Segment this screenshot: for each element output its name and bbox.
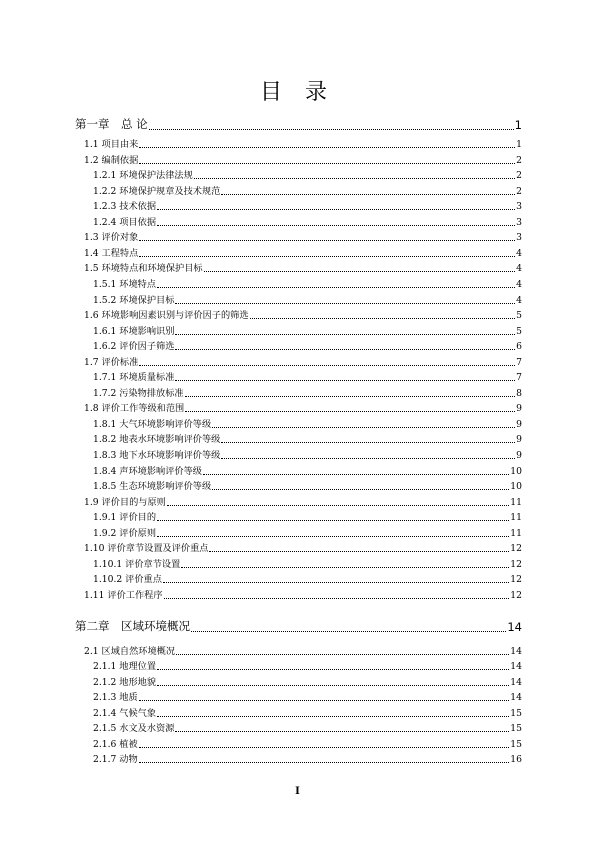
toc-entry-page-number: 16 bbox=[510, 754, 522, 766]
toc-entry[interactable] bbox=[93, 557, 522, 570]
dot-leader bbox=[139, 762, 510, 763]
toc-entry-page-number: 2 bbox=[516, 185, 522, 197]
toc-entry-label: 1.2.1 环境保护法律法规 bbox=[93, 170, 193, 182]
toc-entry-label: 1.7.1 环境质量标准 bbox=[93, 372, 175, 384]
toc-entry-label: 1.9.2 评价原则 bbox=[93, 527, 157, 539]
toc-entry-page-number: 11 bbox=[510, 512, 522, 524]
toc-entry[interactable] bbox=[84, 541, 522, 554]
toc-entry-label: 1.2.2 环境保护规章及技术规范 bbox=[93, 185, 221, 197]
dot-leader bbox=[139, 700, 510, 701]
dot-leader bbox=[175, 380, 515, 381]
toc-entry-page-number: 3 bbox=[516, 232, 522, 244]
toc-entry[interactable] bbox=[93, 448, 522, 461]
dot-leader bbox=[175, 334, 515, 335]
toc-entry[interactable] bbox=[93, 386, 522, 399]
toc-entry[interactable] bbox=[93, 199, 522, 212]
toc-entry-page-number: 10 bbox=[510, 465, 522, 477]
toc-entry-page-number: 9 bbox=[516, 418, 522, 430]
dot-leader bbox=[175, 349, 515, 350]
dot-leader bbox=[221, 442, 515, 443]
toc-entry-page-number: 4 bbox=[516, 278, 522, 290]
toc-entry-page-number: 12 bbox=[510, 543, 522, 555]
toc-entry[interactable] bbox=[93, 572, 522, 585]
dot-leader bbox=[176, 654, 509, 655]
dot-leader bbox=[157, 669, 509, 670]
toc-entry[interactable] bbox=[93, 215, 522, 228]
toc-entry[interactable] bbox=[84, 355, 522, 368]
dot-leader bbox=[157, 685, 509, 686]
toc-entry[interactable] bbox=[93, 277, 522, 290]
dot-leader bbox=[221, 458, 515, 459]
dot-leader bbox=[139, 747, 510, 748]
toc-entry[interactable] bbox=[84, 308, 522, 321]
toc-entry[interactable] bbox=[84, 261, 522, 274]
toc-entry-label: 1.5 环境特点和环境保护目标 bbox=[84, 263, 203, 275]
page-number-footer: I bbox=[295, 786, 300, 797]
toc-entry-page-number: 9 bbox=[516, 403, 522, 415]
toc-entry-label: 2.1.7 动物 bbox=[93, 754, 138, 766]
toc-entry-page-number: 4 bbox=[516, 263, 522, 275]
toc-entry-page-number: 3 bbox=[516, 201, 522, 213]
toc-entry-label: 1.7.2 污染物排放标准 bbox=[93, 387, 184, 399]
toc-entry[interactable] bbox=[93, 721, 522, 734]
toc-entry[interactable] bbox=[93, 168, 522, 181]
toc-entry[interactable] bbox=[93, 184, 522, 197]
toc-entry-page-number: 9 bbox=[516, 450, 522, 461]
toc-entry[interactable] bbox=[93, 675, 522, 688]
toc-entry-label: 1.8.2 地表水环境影响评价等级 bbox=[93, 434, 221, 446]
dot-leader bbox=[157, 209, 515, 210]
dot-leader bbox=[157, 520, 509, 521]
toc-entry-page-number: 12 bbox=[510, 589, 522, 601]
toc-entry-label: 第一章 总 论 bbox=[75, 117, 148, 131]
toc-entry-label: 1.8.4 声环境影响评价等级 bbox=[93, 465, 202, 477]
dot-leader bbox=[185, 396, 516, 397]
toc-entry-page-number: 5 bbox=[516, 310, 522, 322]
toc-entry-label: 1.6.1 环境影响识别 bbox=[93, 325, 175, 337]
toc-entry-page-number: 6 bbox=[516, 341, 522, 353]
toc-entry-page-number: 4 bbox=[516, 247, 522, 259]
dot-leader bbox=[203, 474, 509, 475]
toc-entry-label: 2.1.1 地理位置 bbox=[93, 661, 157, 673]
dot-leader bbox=[139, 256, 515, 257]
toc-chapter-entry[interactable] bbox=[75, 116, 522, 132]
toc-entry-page-number: 14 bbox=[510, 676, 522, 688]
dot-leader bbox=[157, 716, 509, 717]
dot-leader bbox=[139, 365, 515, 366]
toc-entry-page-number: 7 bbox=[516, 356, 522, 368]
dot-leader bbox=[149, 129, 514, 130]
toc-entry-page-number: 2 bbox=[516, 170, 522, 182]
toc-entry[interactable] bbox=[93, 737, 522, 750]
dot-leader bbox=[175, 731, 509, 732]
toc-entry[interactable] bbox=[93, 324, 522, 337]
dot-leader bbox=[185, 411, 515, 412]
toc-entry-label: 1.2.3 技术依据 bbox=[93, 201, 157, 213]
toc-entry-label: 2.1.4 气候气象 bbox=[93, 707, 157, 719]
dot-leader bbox=[164, 598, 510, 599]
toc-entry-page-number: 8 bbox=[516, 387, 522, 399]
toc-entry-page-number: 11 bbox=[510, 496, 522, 508]
dot-leader bbox=[194, 178, 515, 179]
toc-entry[interactable] bbox=[84, 137, 522, 150]
toc-entry[interactable] bbox=[93, 752, 522, 765]
page-title: 目 录 bbox=[260, 80, 335, 105]
toc-entry-label: 1.8.5 生态环境影响评价等级 bbox=[93, 481, 212, 493]
toc-entry-label: 1.7 评价标准 bbox=[84, 356, 139, 368]
toc-entry[interactable] bbox=[84, 153, 522, 166]
dot-leader bbox=[204, 271, 516, 272]
toc-entry-page-number: 7 bbox=[516, 372, 522, 384]
toc-entry[interactable] bbox=[93, 706, 522, 719]
toc-entry-label: 1.2.4 项目依据 bbox=[93, 216, 157, 228]
toc-entry-page-number: 1 bbox=[516, 139, 522, 150]
toc-entry[interactable] bbox=[93, 479, 522, 492]
toc-entry[interactable] bbox=[93, 417, 522, 430]
toc-entry-label: 2.1 区域自然环境概况 bbox=[84, 645, 176, 657]
toc-entry[interactable] bbox=[84, 246, 522, 259]
toc-entry-label: 2.1.6 植被 bbox=[93, 738, 138, 750]
dot-leader bbox=[139, 240, 515, 241]
toc-entry[interactable] bbox=[93, 370, 522, 383]
toc-entry[interactable] bbox=[84, 401, 522, 414]
toc-entry-label: 1.8 评价工作等级和范围 bbox=[84, 403, 185, 415]
toc-entry-label: 1.6.2 评价因子筛选 bbox=[93, 341, 175, 353]
toc-entry-label: 1.2 编制依据 bbox=[84, 154, 139, 166]
toc-chapter-entry[interactable] bbox=[75, 618, 522, 634]
dot-leader bbox=[212, 427, 515, 428]
dot-leader bbox=[221, 194, 515, 195]
toc-entry-label: 1.5.2 环境保护目标 bbox=[93, 294, 175, 306]
toc-entry-label: 1.5.1 环境特点 bbox=[93, 278, 157, 290]
toc-entry-label: 1.11 评价工作程序 bbox=[84, 589, 163, 601]
toc-entry-label: 2.1.2 地形地貌 bbox=[93, 676, 157, 688]
toc-entry-page-number: 9 bbox=[516, 434, 522, 446]
toc-entry-label: 第二章 区域环境概况 bbox=[75, 618, 190, 633]
dot-leader bbox=[157, 225, 515, 226]
toc-entry-page-number: 5 bbox=[516, 325, 522, 337]
dot-leader bbox=[163, 582, 509, 583]
toc-entry-label: 1.8.1 大气环境影响评价等级 bbox=[93, 418, 212, 430]
toc-entry-page-number: 14 bbox=[510, 645, 522, 657]
toc-entry-page-number: 11 bbox=[510, 527, 522, 539]
toc-entry[interactable] bbox=[84, 230, 522, 243]
toc-entry-page-number: 3 bbox=[516, 216, 522, 228]
toc-entry-page-number: 4 bbox=[516, 294, 522, 306]
toc-entry[interactable] bbox=[93, 526, 522, 539]
toc-entry-label: 1.9.1 评价目的 bbox=[93, 512, 157, 524]
toc-entry-page-number: 14 bbox=[510, 661, 522, 673]
dot-leader bbox=[209, 551, 509, 552]
dot-leader bbox=[139, 163, 515, 164]
toc-entry[interactable] bbox=[84, 644, 522, 657]
toc-entry-page-number: 15 bbox=[510, 738, 522, 750]
dot-leader bbox=[212, 489, 509, 490]
toc-entry-page-number: 2 bbox=[516, 154, 522, 166]
toc-entry-page-number: 1 bbox=[514, 118, 522, 132]
dot-leader bbox=[191, 631, 506, 632]
toc-entry-label: 1.6 环境影响因素识别与评价因子的筛选 bbox=[84, 310, 249, 322]
toc-entry[interactable] bbox=[93, 690, 522, 703]
toc-entry-label: 1.10 评价章节设置及评价重点 bbox=[84, 543, 209, 555]
toc-entry[interactable] bbox=[84, 588, 522, 601]
dot-leader bbox=[167, 505, 509, 506]
toc-entry-page-number: 12 bbox=[510, 574, 522, 586]
dot-leader bbox=[157, 536, 509, 537]
dot-leader bbox=[157, 287, 515, 288]
toc-entry-label: 1.3 评价对象 bbox=[84, 232, 139, 244]
toc-entry-label: 2.1.5 水文及水资源 bbox=[93, 723, 175, 735]
dot-leader bbox=[250, 318, 516, 319]
toc-entry[interactable] bbox=[93, 339, 522, 352]
toc-entry-label: 1.9 评价目的与原则 bbox=[84, 496, 166, 508]
toc-entry-label: 1.10.1 评价章节设置 bbox=[93, 558, 181, 570]
toc-entry[interactable] bbox=[93, 432, 522, 445]
toc-entry-page-number: 12 bbox=[510, 558, 522, 570]
toc-entry-label: 1.10.2 评价重点 bbox=[93, 574, 162, 586]
toc-entry-label: 2.1.3 地质 bbox=[93, 692, 138, 704]
toc-entry-label: 1.8.3 地下水环境影响评价等级 bbox=[93, 450, 221, 461]
dot-leader bbox=[181, 567, 509, 568]
toc-entry[interactable] bbox=[84, 495, 522, 508]
toc-entry[interactable] bbox=[93, 659, 522, 672]
dot-leader bbox=[175, 303, 515, 304]
toc-entry[interactable] bbox=[93, 464, 522, 477]
toc-entry[interactable] bbox=[93, 293, 522, 306]
toc-entry-page-number: 10 bbox=[510, 481, 522, 493]
toc-entry-label: 1.4 工程特点 bbox=[84, 247, 139, 259]
toc-entry-page-number: 14 bbox=[510, 692, 522, 704]
toc-entry-page-number: 15 bbox=[510, 707, 522, 719]
toc-entry-page-number: 15 bbox=[510, 723, 522, 735]
toc-entry-label: 1.1 项目由来 bbox=[84, 139, 139, 150]
dot-leader bbox=[139, 147, 515, 148]
toc-entry[interactable] bbox=[93, 510, 522, 523]
toc-entry-page-number: 14 bbox=[507, 619, 522, 634]
